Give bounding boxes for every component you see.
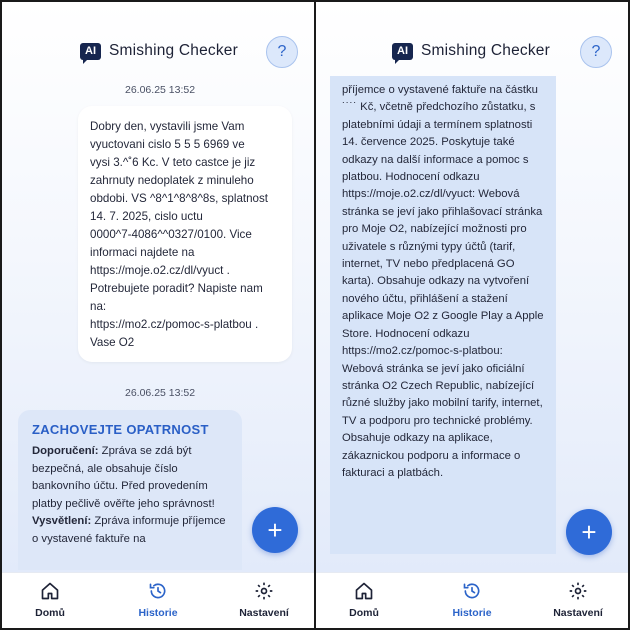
sms-message-text: Dobry den, vystavili jsme Vam vyuctovani cislo 5 5 5 6969 ve vysi 3.^˚6 Kc. V teto castce je jiz zahrnuty nedoplatek z minuleho obdobi. VS ^8^1^8^8^8s, splatnost 14. 7. 2025, cislo uctu 0000^7-4086^^0327/0100. Vice informaci najdete na https://moje.o2.cz/dl/vyuct . Potrebujete poradit? Napiste nam na: https://mo2.cz/pomoc-s-platbou . Vase O2 <box>90 120 269 349</box>
help-button[interactable]: ? <box>266 36 298 68</box>
nav-item-home[interactable] <box>324 579 404 619</box>
nav-label-history: Historie <box>452 607 492 619</box>
result-body <box>32 443 228 548</box>
app-header <box>316 36 628 70</box>
app-title: Smishing Checker <box>109 42 238 59</box>
explanation-label: Vysvětlení: <box>32 515 92 527</box>
nav-item-settings[interactable] <box>224 579 304 619</box>
nav-item-history[interactable] <box>432 579 512 619</box>
nav-item-home[interactable] <box>10 579 90 619</box>
app-title: Smishing Checker <box>421 42 550 59</box>
result-timestamp: 26.06.25 13:52 <box>125 387 196 399</box>
recommendation-label: Doporučení: <box>32 445 99 457</box>
bottom-nav <box>316 572 628 628</box>
sms-message-bubble <box>78 106 292 362</box>
app-header <box>2 36 314 70</box>
explanation-text: Zpráva informuje příjemce o vystavené faktuře na <box>32 515 226 545</box>
screen-right <box>316 2 628 628</box>
nav-label-settings: Nastavení <box>239 607 289 619</box>
nav-item-history[interactable] <box>118 579 198 619</box>
brand <box>392 42 550 60</box>
home-icon <box>10 579 90 603</box>
home-icon <box>324 579 404 603</box>
history-icon <box>432 579 512 603</box>
nav-label-home: Domů <box>349 607 379 619</box>
nav-label-home: Domů <box>35 607 65 619</box>
add-check-button[interactable] <box>252 507 298 553</box>
help-button[interactable]: ? <box>580 36 612 68</box>
analysis-result-card-scrolled[interactable] <box>330 76 556 554</box>
gear-icon <box>538 579 618 603</box>
message-timestamp: 26.06.25 13:52 <box>125 84 196 96</box>
screen-left <box>2 2 314 628</box>
ai-logo-icon: AI <box>392 43 413 60</box>
bottom-nav <box>2 572 314 628</box>
history-icon <box>118 579 198 603</box>
brand <box>80 42 238 60</box>
nav-item-settings[interactable] <box>538 579 618 619</box>
plus-icon: + <box>267 514 283 545</box>
result-verdict: ZACHOVEJTE OPATRNOST <box>32 422 209 437</box>
plus-icon: + <box>581 516 597 547</box>
nav-label-settings: Nastavení <box>553 607 603 619</box>
recommendation-text: Zpráva se zdá být bezpečná, ale obsahuje číslo bankovního účtu. Před provedením platby pečlivě ověřte jeho správnost! <box>32 445 215 510</box>
analysis-result-card <box>18 410 242 570</box>
explanation-text-continued: příjemce o vystavené faktuře na částku ˙˙˙˙ Kč, včetně předchozího zůstatku, s platebními údaji a termínem splatnosti 14. července 2025. Poskytuje také odkazy na další informace a pomoc s platbou. Hodnocení odkazu https://moje.o2.cz/dl/vyuct: Webová stránka se jeví jako přihlašovací stránka pro Moje O2, nabízející možnosti pro uživatele s různými typy účtů (tarif, internet, TV nebo předplacená GO karta). Obsahuje odkazy na vytvoření nového účtu, přihlášení a stažení aplikace Moje O2 z Google Play a Apple Store. Hodnocení odkazu https://mo2.cz/pomoc-s-platbou: Webová stránka se jeví jako oficiální stránka O2 Czech Republic, nabízející různé služby jako mobilní tarify, internet, TV a podporu pro technické problémy. Obsahuje odkazy na aplikace, zákaznickou podporu a informace o fakturaci a platbách. <box>342 84 544 479</box>
ai-logo-icon: AI <box>80 43 101 60</box>
add-check-button[interactable] <box>566 509 612 555</box>
nav-label-history: Historie <box>138 607 178 619</box>
gear-icon <box>224 579 304 603</box>
